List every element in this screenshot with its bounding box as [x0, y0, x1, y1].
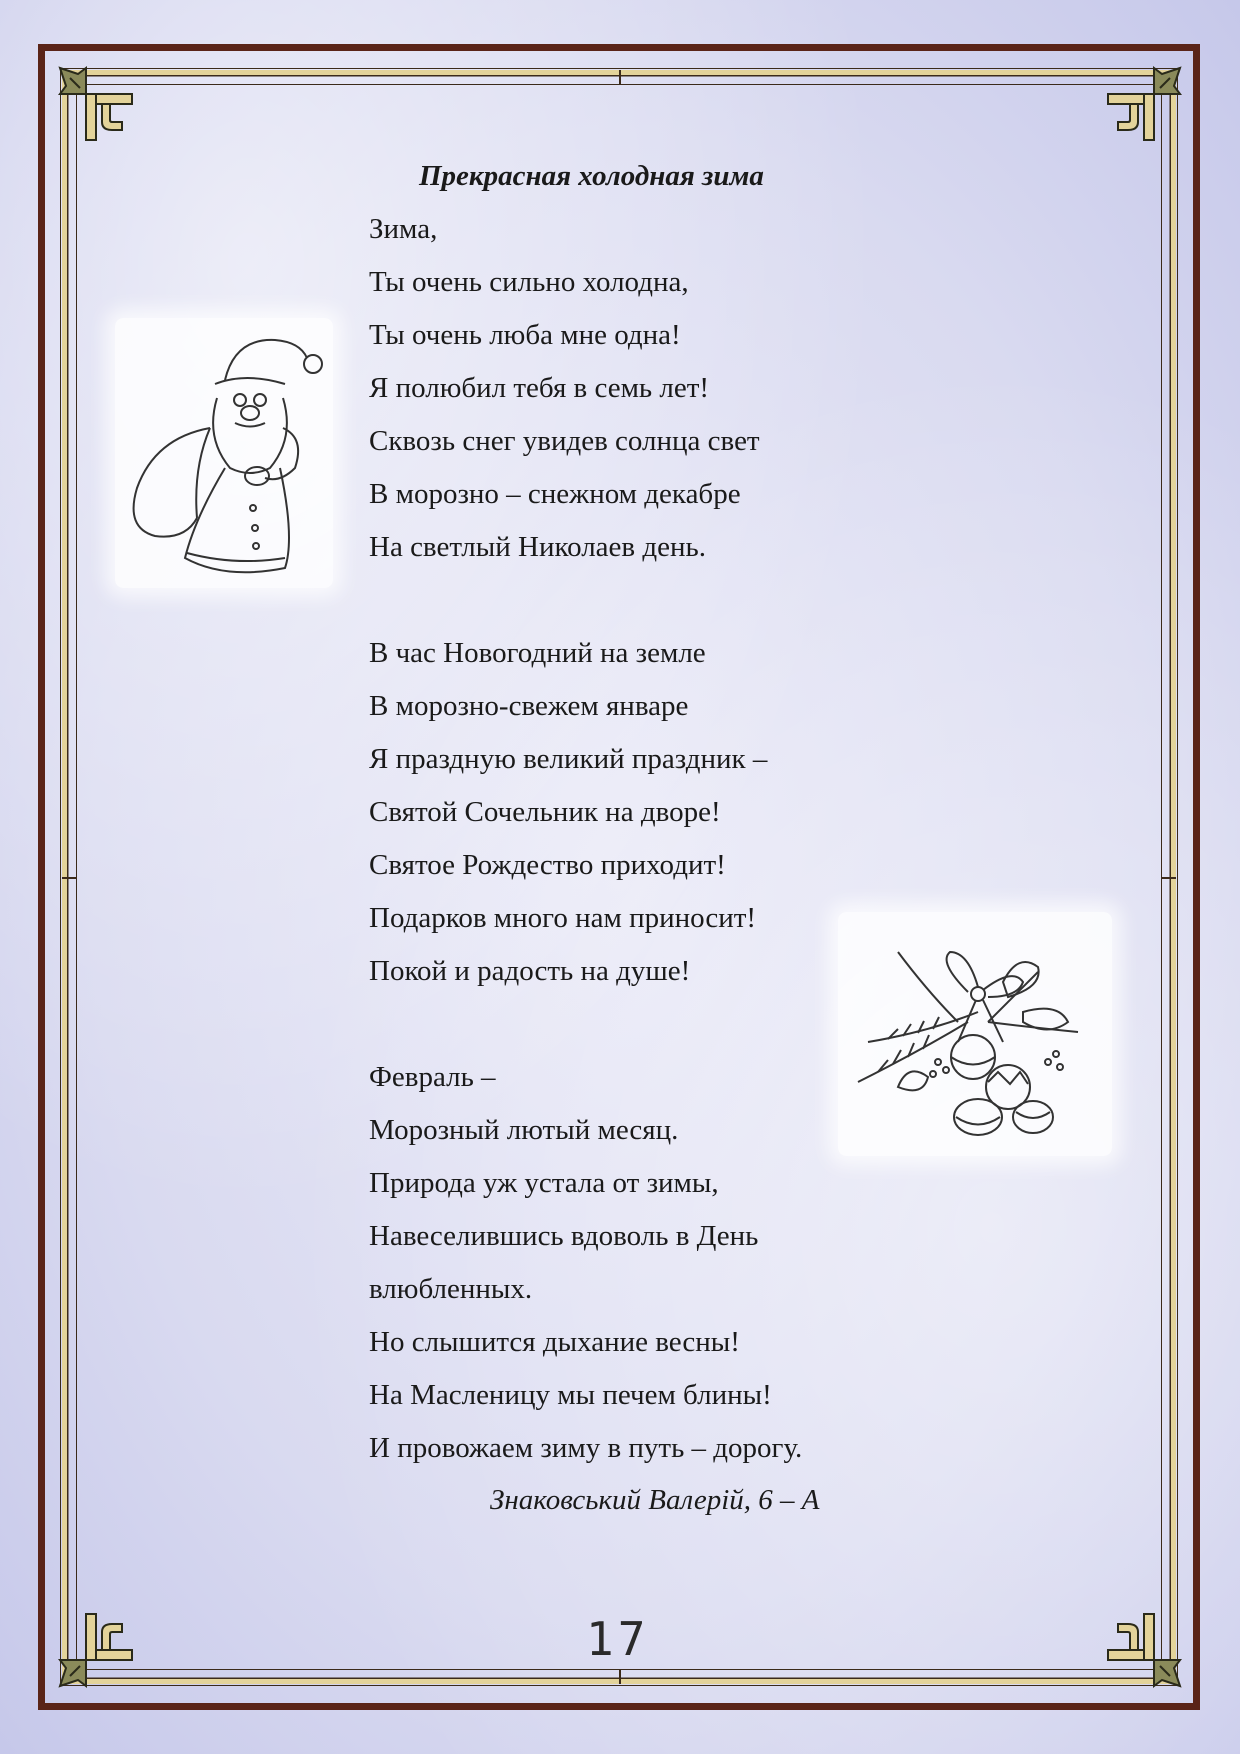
poem-line: Ты очень сильно холодна,: [369, 266, 689, 298]
poem-line: Ты очень люба мне одна!: [369, 319, 681, 351]
santa-claus-icon: [115, 318, 333, 588]
poem-line: Я праздную великий праздник –: [369, 743, 768, 775]
poem-line: Покой и радость на душе!: [369, 955, 691, 987]
corner-ornament-icon: [56, 64, 146, 154]
christmas-ornament-illustration: [838, 912, 1112, 1156]
poem-line: В морозно – снежном декабре: [369, 478, 741, 510]
poem-line: Зима,: [369, 213, 438, 245]
poem-line: На Масленицу мы печем блины!: [369, 1379, 772, 1411]
santa-illustration: [115, 318, 333, 588]
poem-line: Я полюбил тебя в семь лет!: [369, 372, 710, 404]
poem-line: Февраль –: [369, 1061, 496, 1093]
poem-line: В час Новогодний на земле: [369, 637, 706, 669]
frame-tick-right: [1162, 877, 1176, 879]
poem-line: Подарков много нам приносит!: [369, 902, 757, 934]
frame-tick-left: [62, 877, 76, 879]
poem-line: влюбленных.: [369, 1273, 533, 1305]
poem-line: Святое Рождество приходит!: [369, 849, 726, 881]
poem-author: Знаковський Валерій, 6 – А: [490, 1484, 820, 1516]
poem-title: Прекрасная холодная зима: [419, 160, 764, 192]
corner-ornament-icon: [1094, 64, 1184, 154]
corner-ornament-icon: [56, 1600, 146, 1690]
poem-line: На светлый Николаев день.: [369, 531, 706, 563]
poem-line: Навеселившись вдоволь в День: [369, 1220, 759, 1252]
poem-line: И провожаем зиму в путь – дорогу.: [369, 1432, 803, 1464]
frame-tick-top: [619, 70, 621, 84]
poem-line: Морозный лютый месяц.: [369, 1114, 679, 1146]
poem-line: В морозно-свежем январе: [369, 690, 689, 722]
christmas-ornament-icon: [838, 912, 1112, 1156]
frame-tick-bottom: [619, 1670, 621, 1684]
page-number: 17: [586, 1612, 650, 1666]
corner-ornament-icon: [1094, 1600, 1184, 1690]
poem-line: Природа уж устала от зимы,: [369, 1167, 719, 1199]
poem-line: Но слышится дыхание весны!: [369, 1326, 740, 1358]
poem-line: Сквозь снег увидев солнца свет: [369, 425, 760, 457]
poem-line: Святой Сочельник на дворе!: [369, 796, 721, 828]
